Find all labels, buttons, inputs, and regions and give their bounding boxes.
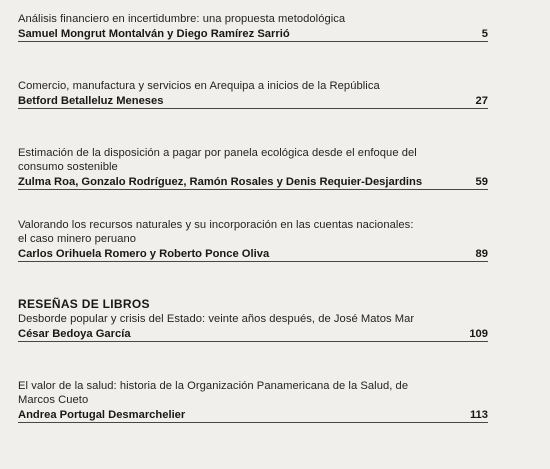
- author-row: [18, 326, 488, 342]
- toc-entry: [18, 297, 488, 342]
- entry-authors: Carlos Orihuela Romero y Roberto Ponce Oliva: [18, 248, 270, 260]
- entry-title-line: Desborde popular y crisis del Estado: veinte años después, de José Matos Mar: [18, 313, 415, 325]
- page-number: 109: [469, 328, 488, 340]
- page-number: 27: [475, 95, 488, 107]
- page-number: 89: [475, 248, 488, 260]
- author-row: [18, 26, 488, 42]
- page-number: 113: [469, 409, 488, 421]
- toc-entry: [18, 218, 488, 262]
- entry-title-line: Valorando los recursos naturales y su incorporación en las cuentas nacionales:: [18, 219, 414, 231]
- entry-title-line: Comercio, manufactura y servicios en Arequipa a inicios de la República: [18, 80, 380, 92]
- section-heading: RESEÑAS DE LIBROS: [18, 297, 150, 311]
- entry-title-line: El valor de la salud: historia de la Organización Panamericana de la Salud, de: [18, 380, 409, 392]
- page-number: 59: [475, 176, 488, 188]
- author-row: [18, 246, 488, 262]
- entry-authors: Zulma Roa, Gonzalo Rodríguez, Ramón Rosales y Denis Requier-Desjardins: [18, 176, 423, 188]
- entry-title-line: consumo sostenible: [18, 161, 118, 173]
- entry-authors: Andrea Portugal Desmarchelier: [18, 409, 186, 421]
- toc-entry: [18, 79, 488, 109]
- entry-authors: Samuel Mongrut Montalván y Diego Ramírez Sarrió: [18, 28, 290, 40]
- entry-authors: Betford Betalleluz Meneses: [18, 95, 164, 107]
- entry-title-line: el caso minero peruano: [18, 233, 137, 245]
- entry-title-line: Estimación de la disposición a pagar por panela ecológica desde el enfoque del: [18, 147, 417, 159]
- entry-title-line: Marcos Cueto: [18, 394, 89, 406]
- toc-entry: [18, 379, 488, 423]
- author-row: [18, 407, 488, 423]
- page-number: 5: [481, 28, 488, 40]
- author-row: [18, 174, 488, 190]
- entry-authors: César Bedoya García: [18, 328, 131, 340]
- entry-title-line: Análisis financiero en incertidumbre: una propuesta metodológica: [18, 13, 346, 25]
- toc-entry: [18, 146, 488, 190]
- toc-entry: [18, 12, 488, 42]
- author-row: [18, 93, 488, 109]
